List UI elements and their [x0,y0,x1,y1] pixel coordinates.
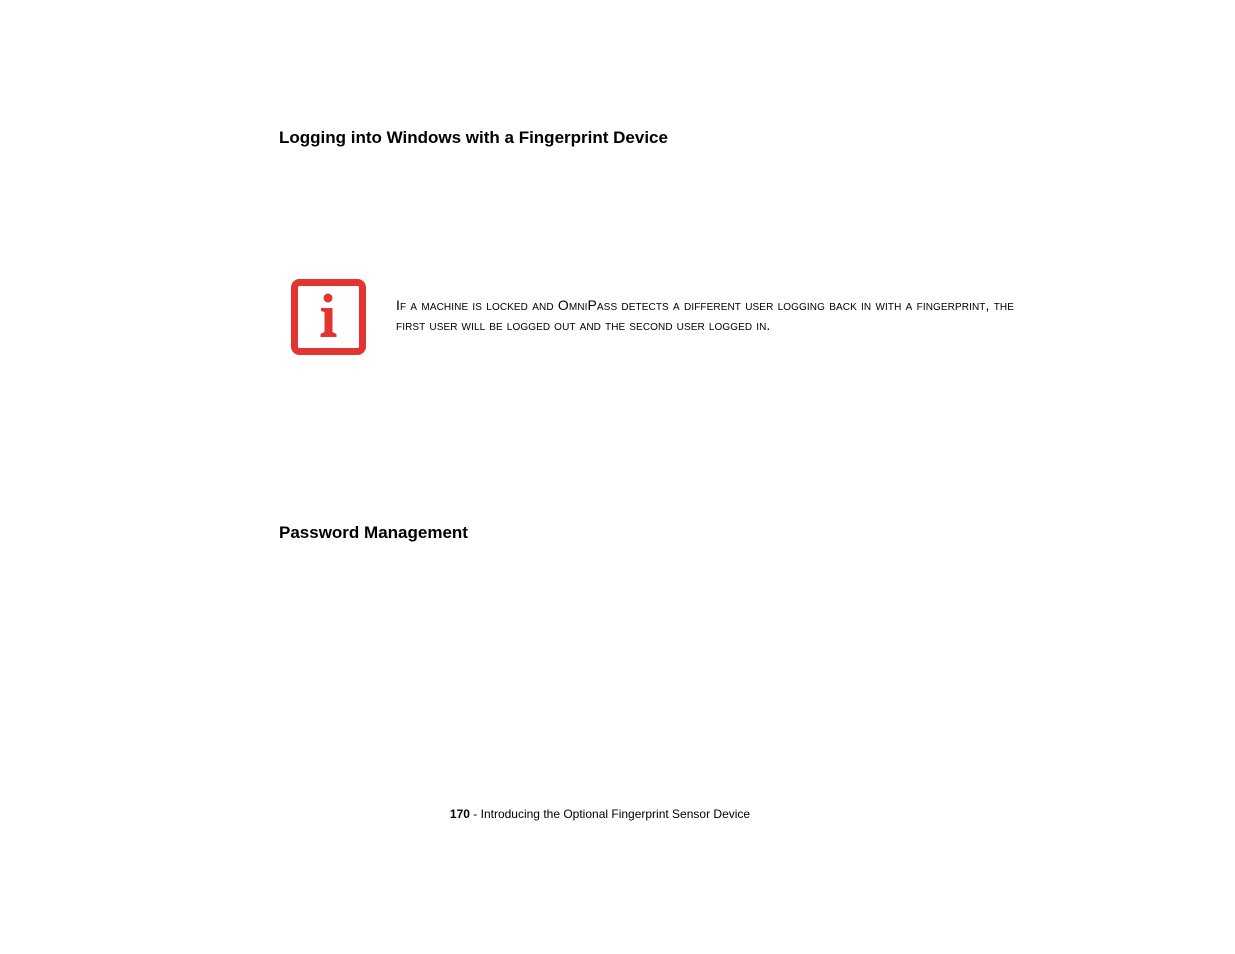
info-note [290,279,1015,359]
footer-separator: - [469,807,481,821]
note-text: If a machine is locked and OmniPass detects a different user logging back in with a fingerprint, the first user will be logged out and the second user logged in. [396,297,1014,333]
info-icon [291,279,366,355]
page-number: 170 [449,807,470,821]
page-footer [0,806,1200,822]
section-heading-password-management: Password Management [279,523,468,542]
section-heading-fingerprint-login: Logging into Windows with a Fingerprint Device [279,128,668,147]
footer-title: Introducing the Optional Fingerprint Sensor Device [480,807,751,821]
